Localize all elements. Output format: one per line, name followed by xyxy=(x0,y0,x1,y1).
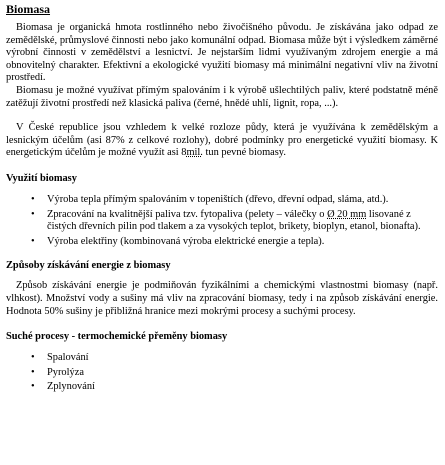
czech-paragraph-dotted-word: mil. xyxy=(186,147,203,159)
list-item xyxy=(6,209,438,234)
list-item-text: Pyrolýza xyxy=(47,366,84,378)
czech-paragraph-text-after: tun pevné biomasy. xyxy=(202,147,286,159)
bullet-icon: • xyxy=(31,193,35,205)
section-dry-heading: Suché procesy - termochemické přeměny biomasy xyxy=(6,331,228,343)
document-page xyxy=(6,2,438,396)
list-item-text: Výroba elektřiny (kombinovaná výroba elektrické energie a tepla). xyxy=(47,235,325,247)
dry-processes-list xyxy=(6,352,438,394)
section-methods-paragraph: Způsob získávání energie je podmiňován fyzikálními a chemickými vlastnostmi biomasy (např. vlhkost). Množství vody a sušiny má vliv na zpracování biomasy, tedy i na způsob získávání energie. Hodnota 50% sušiny je přibližná hranice mezi mokrými procesy a suchými procesy. xyxy=(6,280,438,317)
document-title: Biomasa xyxy=(6,2,51,16)
list-item xyxy=(6,194,438,207)
list-item-text: Zplynování xyxy=(47,381,95,393)
bullet-icon: • xyxy=(31,208,35,220)
intro-paragraph-2: Biomasu je možné využívat přímým spalováním i k výrobě ušlechtilých paliv, které podstatně méně zatěžují životní prostředí než klasická paliva (černé, hnědé uhlí, lignit, ropa, ...). xyxy=(6,84,438,109)
list-item-text-before: Zpracování na kvalitnější paliva tzv. fytopaliva (pelety – válečky o xyxy=(47,208,328,220)
bullet-icon: • xyxy=(31,352,35,364)
list-item-text-after: lisované z čistých dřevních pilin pod tlakem a za vysokých teplot, brikety, bioplyn, etanol, bionafta). xyxy=(47,208,421,233)
list-item xyxy=(6,352,438,365)
czech-paragraph xyxy=(6,122,438,160)
list-item-dotted: Ø 20 mm xyxy=(327,208,367,220)
uses-list xyxy=(6,194,438,248)
list-item-text: Výroba tepla přímým spalováním v topeništích (dřevo, dřevní odpad, sláma, atd.). xyxy=(47,193,389,205)
czech-paragraph-text-before: V České republice jsou vzhledem k velké rozloze půdy, která je využívána k zemědělským a lesnickým účelům (asi 87% z celkové rozlohy), dobré podmínky pro energetické využití biomasy. K energetickým účelům je možné využít asi 8 xyxy=(6,122,438,159)
section-methods-heading: Způsoby získávání energie z biomasy xyxy=(6,260,171,272)
bullet-icon: • xyxy=(31,235,35,247)
intro-paragraph-1: Biomasa je organická hmota rostlinného nebo živočišného původu. Je získávána jako odpad ze zemědělské, průmyslové činnosti nebo jako komunální odpad. Biomasa může být i výsledkem záměrné výrobní činnosti v zemědělství a lesnictví. Je nejstarším lidmi využívaným zdrojem energie a má obnovitelný charakter. Efektivní a ekologické využití biomasy má minimální negativní vliv na životní prostředí. xyxy=(6,22,438,84)
list-item xyxy=(6,381,438,394)
list-item-text: Spalování xyxy=(47,352,89,364)
list-item xyxy=(6,367,438,380)
bullet-icon: • xyxy=(31,381,35,393)
list-item xyxy=(6,236,438,249)
bullet-icon: • xyxy=(31,366,35,378)
section-uses-heading: Využití biomasy xyxy=(6,172,77,184)
